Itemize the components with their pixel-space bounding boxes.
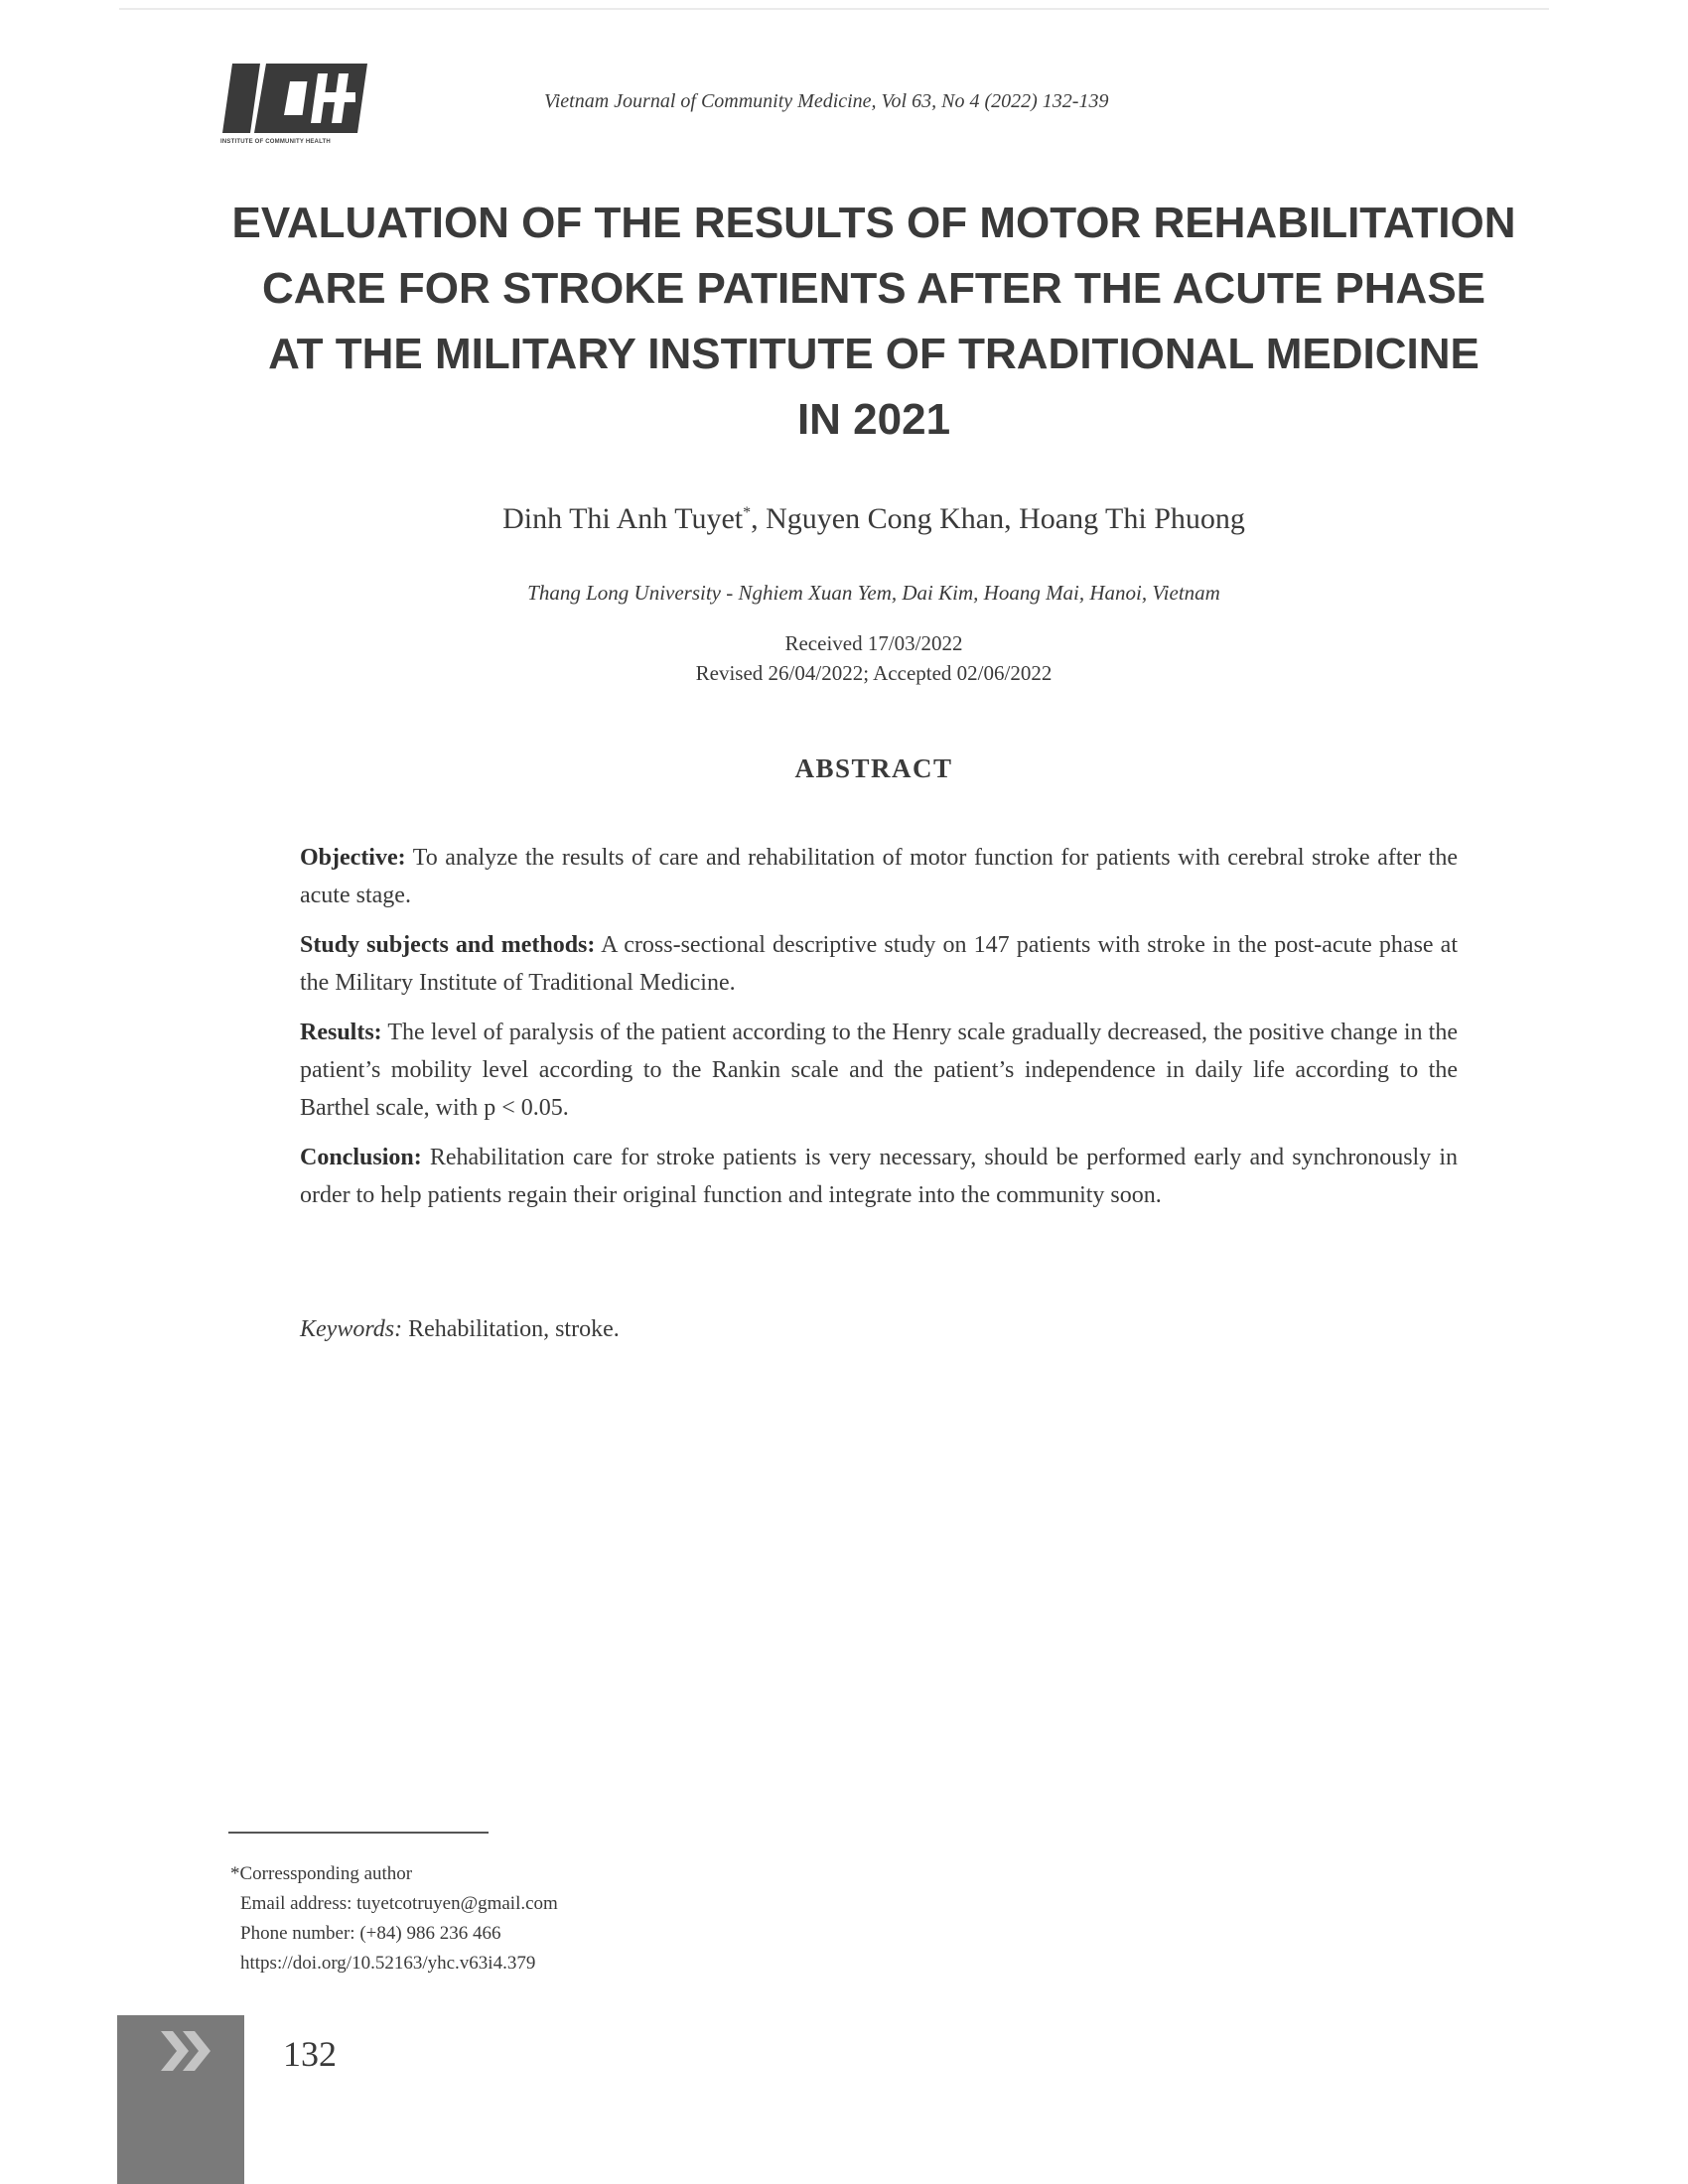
objective-label: Objective: xyxy=(300,845,406,871)
title-line: AT THE MILITARY INSTITUTE OF TRADITIONAL MEDICINE xyxy=(268,330,1479,378)
other-authors: , Nguyen Cong Khan, Hoang Thi Phuong xyxy=(751,502,1245,535)
journal-logo xyxy=(220,60,369,151)
double-chevron-right-icon xyxy=(159,2025,218,2077)
methods-label: Study subjects and methods: xyxy=(300,932,596,958)
title-line: EVALUATION OF THE RESULTS OF MOTOR REHABILITATION xyxy=(231,199,1516,247)
affiliation: Thang Long University - Nghiem Xuan Yem, Dai Kim, Hoang Mai, Hanoi, Vietnam xyxy=(527,581,1220,605)
revised-accepted-dates: Revised 26/04/2022; Accepted 02/06/2022 xyxy=(695,661,1053,685)
ich-logo-icon xyxy=(220,60,369,137)
conclusion-text: Rehabilitation care for stroke patients is very necessary, should be performed early and synchronously in order to help patients regain their original function and integrate into the community soon. xyxy=(300,1145,1458,1208)
keywords-label: Keywords: xyxy=(300,1316,403,1342)
logo-caption: INSTITUTE OF COMMUNITY HEALTH xyxy=(220,139,331,145)
first-author: Dinh Thi Anh Tuyet xyxy=(502,502,744,535)
methods-text: A cross-sectional descriptive study on 147 patients with stroke in the post-acute phase at the Military Institute of Traditional Medicine. xyxy=(300,932,1458,996)
doi-link[interactable]: https://doi.org/10.52163/yhc.v63i4.379 xyxy=(240,1953,536,1974)
conclusion-label: Conclusion: xyxy=(300,1145,422,1170)
top-edge-line xyxy=(119,8,1549,10)
abstract-conclusion xyxy=(300,1139,1458,1214)
abstract-methods xyxy=(300,926,1458,1002)
results-text: The level of paralysis of the patient according to the Henry scale gradually decreased, the positive change in the patient’s mobility level according to the Rankin scale and the patient’s independence in daily life according to the Barthel scale, with p < 0.05. xyxy=(300,1020,1458,1121)
keywords xyxy=(300,1316,620,1343)
abstract-body xyxy=(300,839,1458,1226)
objective-text: To analyze the results of care and rehabilitation of motor function for patients with cerebral stroke after the acute stage. xyxy=(300,845,1458,908)
title-line: CARE FOR STROKE PATIENTS AFTER THE ACUTE PHASE xyxy=(261,264,1486,313)
title-line: IN 2021 xyxy=(796,395,951,444)
authors xyxy=(0,502,1688,536)
running-head: Vietnam Journal of Community Medicine, Vol 63, No 4 (2022) 132-139 xyxy=(544,90,1109,112)
abstract-heading: ABSTRACT xyxy=(794,753,953,783)
email-address: Email address: tuyetcotruyen@gmail.com xyxy=(240,1893,558,1914)
corresponding-mark: * xyxy=(743,504,752,521)
page-number: 132 xyxy=(283,2034,337,2074)
article-title xyxy=(218,191,1529,453)
footnote xyxy=(230,1859,558,1979)
abstract-results xyxy=(300,1014,1458,1127)
corresponding-author-note: *Corressponding author xyxy=(230,1863,413,1884)
page-corner-tab xyxy=(117,2015,244,2184)
phone-number: Phone number: (+84) 986 236 466 xyxy=(240,1923,501,1944)
footnote-rule xyxy=(228,1832,489,1834)
keywords-text: Rehabilitation, stroke. xyxy=(402,1316,620,1342)
received-date: Received 17/03/2022 xyxy=(784,631,963,655)
article-dates xyxy=(0,628,1688,688)
results-label: Results: xyxy=(300,1020,382,1045)
abstract-objective xyxy=(300,839,1458,914)
